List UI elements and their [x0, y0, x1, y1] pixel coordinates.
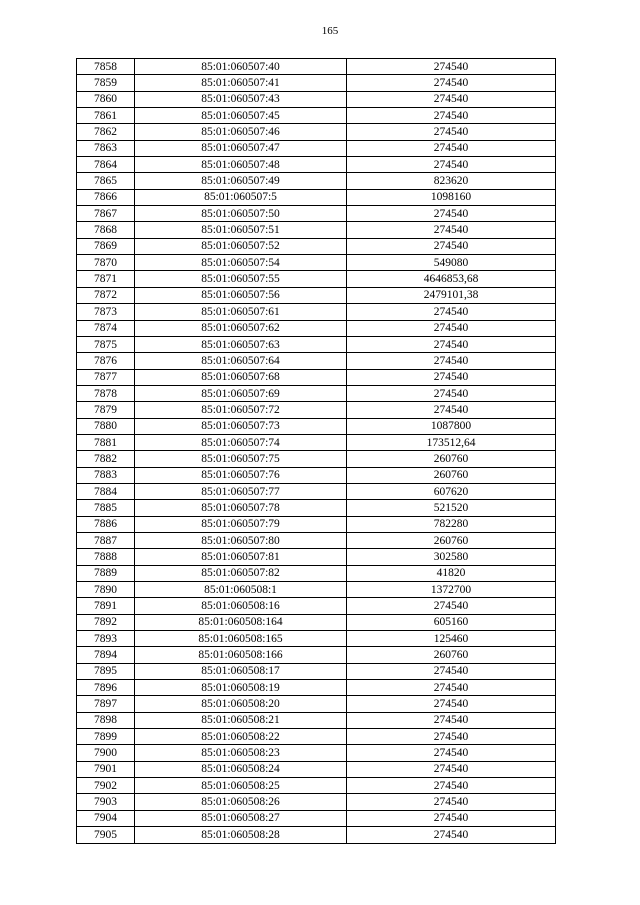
row-number-cell: 7861	[77, 108, 135, 124]
row-number-cell: 7900	[77, 745, 135, 761]
table-row	[77, 157, 556, 173]
row-number-cell: 7871	[77, 271, 135, 287]
cadastral-number-cell: 85:01:060508:23	[135, 745, 347, 761]
cadastral-number-cell: 85:01:060507:43	[135, 91, 347, 107]
row-number-cell: 7884	[77, 483, 135, 499]
table-row	[77, 369, 556, 385]
table-row	[77, 598, 556, 614]
value-cell: 274540	[347, 91, 556, 107]
cadastral-number-cell: 85:01:060508:22	[135, 729, 347, 745]
cadastral-number-cell: 85:01:060508:164	[135, 614, 347, 630]
cadastral-number-cell: 85:01:060508:27	[135, 810, 347, 826]
value-cell: 274540	[347, 827, 556, 843]
table-row	[77, 500, 556, 516]
cadastral-number-cell: 85:01:060507:72	[135, 402, 347, 418]
row-number-cell: 7874	[77, 320, 135, 336]
page-number: 165	[321, 25, 339, 37]
cadastral-number-cell: 85:01:060508:20	[135, 696, 347, 712]
table-row	[77, 516, 556, 532]
row-number-cell: 7894	[77, 647, 135, 663]
value-cell: 274540	[347, 320, 556, 336]
value-cell: 549080	[347, 255, 556, 271]
table-row	[77, 582, 556, 598]
cadastral-number-cell: 85:01:060507:62	[135, 320, 347, 336]
row-number-cell: 7858	[77, 59, 135, 75]
table-row	[77, 238, 556, 254]
value-cell: 605160	[347, 614, 556, 630]
row-number-cell: 7887	[77, 532, 135, 548]
row-number-cell: 7895	[77, 663, 135, 679]
cadastral-number-cell: 85:01:060507:48	[135, 157, 347, 173]
cadastral-number-cell: 85:01:060507:55	[135, 271, 347, 287]
value-cell: 274540	[347, 761, 556, 777]
row-number-cell: 7892	[77, 614, 135, 630]
cadastral-number-cell: 85:01:060507:54	[135, 255, 347, 271]
table-row	[77, 549, 556, 565]
value-cell: 274540	[347, 598, 556, 614]
cadastral-number-cell: 85:01:060507:52	[135, 238, 347, 254]
row-number-cell: 7878	[77, 385, 135, 401]
row-number-cell: 7901	[77, 761, 135, 777]
row-number-cell: 7865	[77, 173, 135, 189]
table-row	[77, 353, 556, 369]
value-cell: 274540	[347, 778, 556, 794]
table-row	[77, 140, 556, 156]
row-number-cell: 7886	[77, 516, 135, 532]
cadastral-number-cell: 85:01:060508:26	[135, 794, 347, 810]
table-row	[77, 614, 556, 630]
value-cell: 4646853,68	[347, 271, 556, 287]
row-number-cell: 7904	[77, 810, 135, 826]
row-number-cell: 7859	[77, 75, 135, 91]
row-number-cell: 7862	[77, 124, 135, 140]
cadastral-number-cell: 85:01:060507:75	[135, 451, 347, 467]
row-number-cell: 7889	[77, 565, 135, 581]
table-row	[77, 59, 556, 75]
cadastral-number-cell: 85:01:060507:82	[135, 565, 347, 581]
table-row	[77, 189, 556, 205]
value-cell: 260760	[347, 647, 556, 663]
row-number-cell: 7868	[77, 222, 135, 238]
row-number-cell: 7867	[77, 206, 135, 222]
value-cell: 302580	[347, 549, 556, 565]
row-number-cell: 7882	[77, 451, 135, 467]
value-cell: 2479101,38	[347, 287, 556, 303]
value-cell: 260760	[347, 451, 556, 467]
table-row	[77, 712, 556, 728]
value-cell: 274540	[347, 810, 556, 826]
value-cell: 173512,64	[347, 434, 556, 450]
value-cell: 274540	[347, 124, 556, 140]
table-row	[77, 124, 556, 140]
row-number-cell: 7863	[77, 140, 135, 156]
cadastral-number-cell: 85:01:060507:51	[135, 222, 347, 238]
cadastral-number-cell: 85:01:060507:69	[135, 385, 347, 401]
cadastral-number-cell: 85:01:060507:49	[135, 173, 347, 189]
row-number-cell: 7891	[77, 598, 135, 614]
cadastral-number-cell: 85:01:060507:81	[135, 549, 347, 565]
value-cell: 1372700	[347, 582, 556, 598]
table-row	[77, 745, 556, 761]
cadastral-number-cell: 85:01:060507:47	[135, 140, 347, 156]
cadastral-number-cell: 85:01:060507:74	[135, 434, 347, 450]
cadastral-number-cell: 85:01:060507:40	[135, 59, 347, 75]
table-row	[77, 810, 556, 826]
value-cell: 274540	[347, 729, 556, 745]
cadastral-number-cell: 85:01:060507:80	[135, 532, 347, 548]
row-number-cell: 7902	[77, 778, 135, 794]
cadastral-number-cell: 85:01:060508:25	[135, 778, 347, 794]
row-number-cell: 7896	[77, 680, 135, 696]
table-row	[77, 418, 556, 434]
cadastral-number-cell: 85:01:060507:79	[135, 516, 347, 532]
table-row	[77, 336, 556, 352]
cadastral-number-cell: 85:01:060507:5	[135, 189, 347, 205]
row-number-cell: 7885	[77, 500, 135, 516]
table-row	[77, 108, 556, 124]
cadastral-number-cell: 85:01:060508:166	[135, 647, 347, 663]
table-row	[77, 663, 556, 679]
cadastral-number-cell: 85:01:060507:73	[135, 418, 347, 434]
value-cell: 823620	[347, 173, 556, 189]
row-number-cell: 7870	[77, 255, 135, 271]
value-cell: 274540	[347, 696, 556, 712]
cadastral-number-cell: 85:01:060507:50	[135, 206, 347, 222]
table-row	[77, 402, 556, 418]
value-cell: 274540	[347, 336, 556, 352]
row-number-cell: 7866	[77, 189, 135, 205]
value-cell: 1098160	[347, 189, 556, 205]
table-row	[77, 304, 556, 320]
row-number-cell: 7880	[77, 418, 135, 434]
value-cell: 607620	[347, 483, 556, 499]
table-row	[77, 75, 556, 91]
value-cell: 125460	[347, 631, 556, 647]
value-cell: 274540	[347, 238, 556, 254]
row-number-cell: 7877	[77, 369, 135, 385]
table-row	[77, 255, 556, 271]
table-row	[77, 565, 556, 581]
table-row	[77, 467, 556, 483]
cadastral-number-cell: 85:01:060508:24	[135, 761, 347, 777]
cadastral-number-cell: 85:01:060508:17	[135, 663, 347, 679]
table-row	[77, 434, 556, 450]
table-row	[77, 173, 556, 189]
value-cell: 274540	[347, 402, 556, 418]
value-cell: 274540	[347, 206, 556, 222]
table-row	[77, 320, 556, 336]
value-cell: 41820	[347, 565, 556, 581]
value-cell: 260760	[347, 467, 556, 483]
row-number-cell: 7864	[77, 157, 135, 173]
value-cell: 274540	[347, 680, 556, 696]
cadastral-number-cell: 85:01:060507:56	[135, 287, 347, 303]
cadastral-number-cell: 85:01:060507:61	[135, 304, 347, 320]
row-number-cell: 7888	[77, 549, 135, 565]
row-number-cell: 7890	[77, 582, 135, 598]
row-number-cell: 7860	[77, 91, 135, 107]
row-number-cell: 7869	[77, 238, 135, 254]
table-row	[77, 696, 556, 712]
value-cell: 274540	[347, 157, 556, 173]
value-cell: 782280	[347, 516, 556, 532]
cadastral-number-cell: 85:01:060507:68	[135, 369, 347, 385]
value-cell: 274540	[347, 794, 556, 810]
value-cell: 274540	[347, 59, 556, 75]
cadastral-number-cell: 85:01:060507:45	[135, 108, 347, 124]
cadastral-number-cell: 85:01:060507:76	[135, 467, 347, 483]
row-number-cell: 7872	[77, 287, 135, 303]
table-row	[77, 451, 556, 467]
table-row	[77, 385, 556, 401]
row-number-cell: 7903	[77, 794, 135, 810]
cadastral-number-cell: 85:01:060507:78	[135, 500, 347, 516]
table-row	[77, 729, 556, 745]
table-row	[77, 483, 556, 499]
table-row	[77, 287, 556, 303]
value-cell: 274540	[347, 712, 556, 728]
cadastral-number-cell: 85:01:060507:64	[135, 353, 347, 369]
row-number-cell: 7897	[77, 696, 135, 712]
cadastral-number-cell: 85:01:060507:63	[135, 336, 347, 352]
row-number-cell: 7893	[77, 631, 135, 647]
row-number-cell: 7899	[77, 729, 135, 745]
value-cell: 274540	[347, 663, 556, 679]
table-row	[77, 532, 556, 548]
cadastral-number-cell: 85:01:060508:19	[135, 680, 347, 696]
value-cell: 274540	[347, 385, 556, 401]
value-cell: 1087800	[347, 418, 556, 434]
value-cell: 274540	[347, 140, 556, 156]
row-number-cell: 7905	[77, 827, 135, 843]
row-number-cell: 7873	[77, 304, 135, 320]
row-number-cell: 7898	[77, 712, 135, 728]
value-cell: 274540	[347, 108, 556, 124]
cadastral-number-cell: 85:01:060508:21	[135, 712, 347, 728]
table-row	[77, 680, 556, 696]
value-cell: 274540	[347, 745, 556, 761]
cadastral-number-cell: 85:01:060508:165	[135, 631, 347, 647]
row-number-cell: 7876	[77, 353, 135, 369]
value-cell: 274540	[347, 222, 556, 238]
table-row	[77, 778, 556, 794]
cadastral-number-cell: 85:01:060508:1	[135, 582, 347, 598]
value-cell: 260760	[347, 532, 556, 548]
table-row	[77, 222, 556, 238]
cadastral-number-cell: 85:01:060507:46	[135, 124, 347, 140]
value-cell: 274540	[347, 304, 556, 320]
cadastral-number-cell: 85:01:060507:41	[135, 75, 347, 91]
cadastral-number-cell: 85:01:060508:28	[135, 827, 347, 843]
cadastral-number-cell: 85:01:060507:77	[135, 483, 347, 499]
cadastral-number-cell: 85:01:060508:16	[135, 598, 347, 614]
value-cell: 274540	[347, 75, 556, 91]
table-row	[77, 271, 556, 287]
table-row	[77, 206, 556, 222]
registry-table	[76, 58, 556, 844]
table-row	[77, 827, 556, 843]
value-cell: 274540	[347, 353, 556, 369]
value-cell: 274540	[347, 369, 556, 385]
row-number-cell: 7881	[77, 434, 135, 450]
table-row	[77, 631, 556, 647]
table-body	[77, 59, 556, 844]
table-row	[77, 647, 556, 663]
row-number-cell: 7875	[77, 336, 135, 352]
value-cell: 521520	[347, 500, 556, 516]
row-number-cell: 7883	[77, 467, 135, 483]
row-number-cell: 7879	[77, 402, 135, 418]
table-row	[77, 761, 556, 777]
table-row	[77, 91, 556, 107]
table-row	[77, 794, 556, 810]
